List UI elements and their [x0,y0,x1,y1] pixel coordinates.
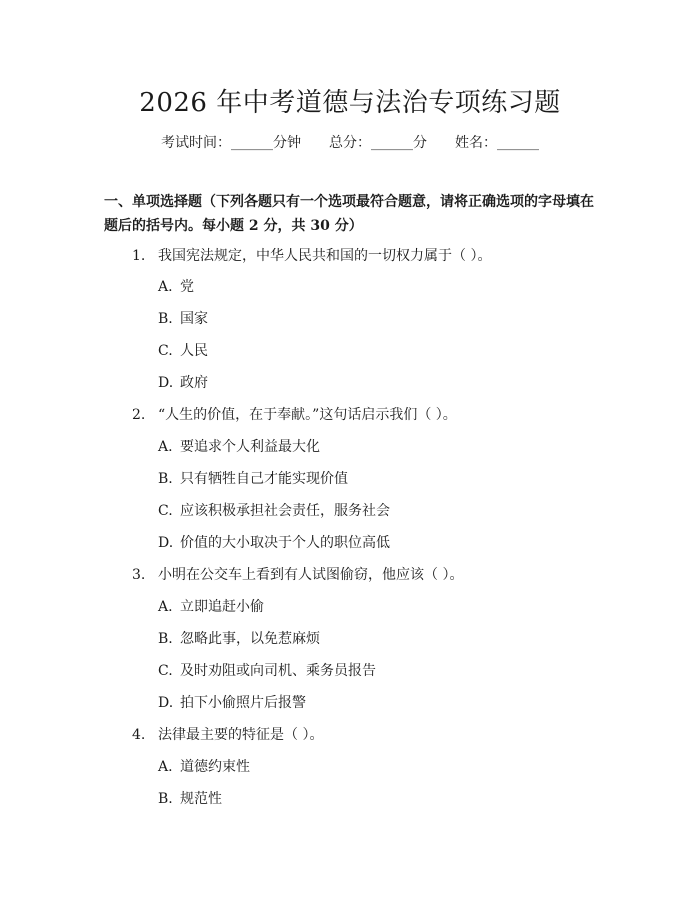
option-letter: A. [158,279,173,295]
option-4a [158,756,250,776]
option-letter: B. [158,791,173,807]
question-text: 小明在公交车上看到有人试图偷窃，他应该（ ）。 [158,567,464,583]
option-letter: B. [158,471,173,487]
option-1b [158,308,208,328]
section-heading: 一、单项选择题（下列各题只有一个选项最符合题意，请将正确选项的字母填在题后的括号内。每小题 2 分，共 30 分） [104,194,594,234]
option-letter: D. [158,535,174,551]
option-text: 政府 [180,375,208,391]
question-3 [132,564,463,584]
option-3d [158,692,306,712]
option-text: 应该积极承担社会责任，服务社会 [180,503,390,519]
option-text: 道德约束性 [180,759,250,775]
option-2a [158,436,320,456]
total-score-field: 总分：______分 [329,135,427,151]
student-name-field: 姓名：______ [455,135,539,151]
option-text: 要追求个人利益最大化 [180,439,320,455]
option-letter: A. [158,759,173,775]
question-number: 4. [132,727,146,743]
option-letter: D. [158,375,174,391]
option-letter: C. [158,343,173,359]
option-text: 忽略此事，以免惹麻烦 [180,631,320,647]
option-letter: A. [158,439,173,455]
option-3b [158,628,320,648]
question-1 [132,245,491,265]
option-1a [158,276,194,296]
option-1d [158,372,208,392]
option-text: 规范性 [180,791,222,807]
option-3c [158,660,376,680]
option-4b [158,788,222,808]
question-text: 法律最主要的特征是（ ）。 [158,727,324,743]
option-text: 只有牺牲自己才能实现价值 [180,471,348,487]
option-3a [158,596,264,616]
exam-info-line [0,132,700,152]
option-letter: C. [158,663,173,679]
option-letter: C. [158,503,173,519]
option-letter: B. [158,311,173,327]
option-text: 及时劝阻或向司机、乘务员报告 [180,663,376,679]
option-text: 价值的大小取决于个人的职位高低 [180,535,390,551]
question-text: “人生的价值，在于奉献。”这句话启示我们（ ）。 [158,407,457,423]
option-2c [158,500,390,520]
option-text: 拍下小偷照片后报警 [180,695,306,711]
question-number: 1. [132,248,146,264]
option-letter: B. [158,631,173,647]
question-4 [132,724,323,744]
option-1c [158,340,208,360]
question-number: 3. [132,567,146,583]
option-letter: A. [158,599,173,615]
question-number: 2. [132,407,146,423]
question-text: 我国宪法规定，中华人民共和国的一切权力属于（ ）。 [158,248,492,264]
option-text: 党 [180,279,194,295]
option-2d [158,532,390,552]
option-letter: D. [158,695,174,711]
page-title: 2026 年中考道德与法治专项练习题 [139,88,561,118]
option-2b [158,468,348,488]
exam-time-field: 考试时间：______分钟 [161,135,301,151]
question-2 [132,404,457,424]
option-text: 国家 [180,311,208,327]
option-text: 人民 [180,343,208,359]
option-text: 立即追赶小偷 [180,599,264,615]
